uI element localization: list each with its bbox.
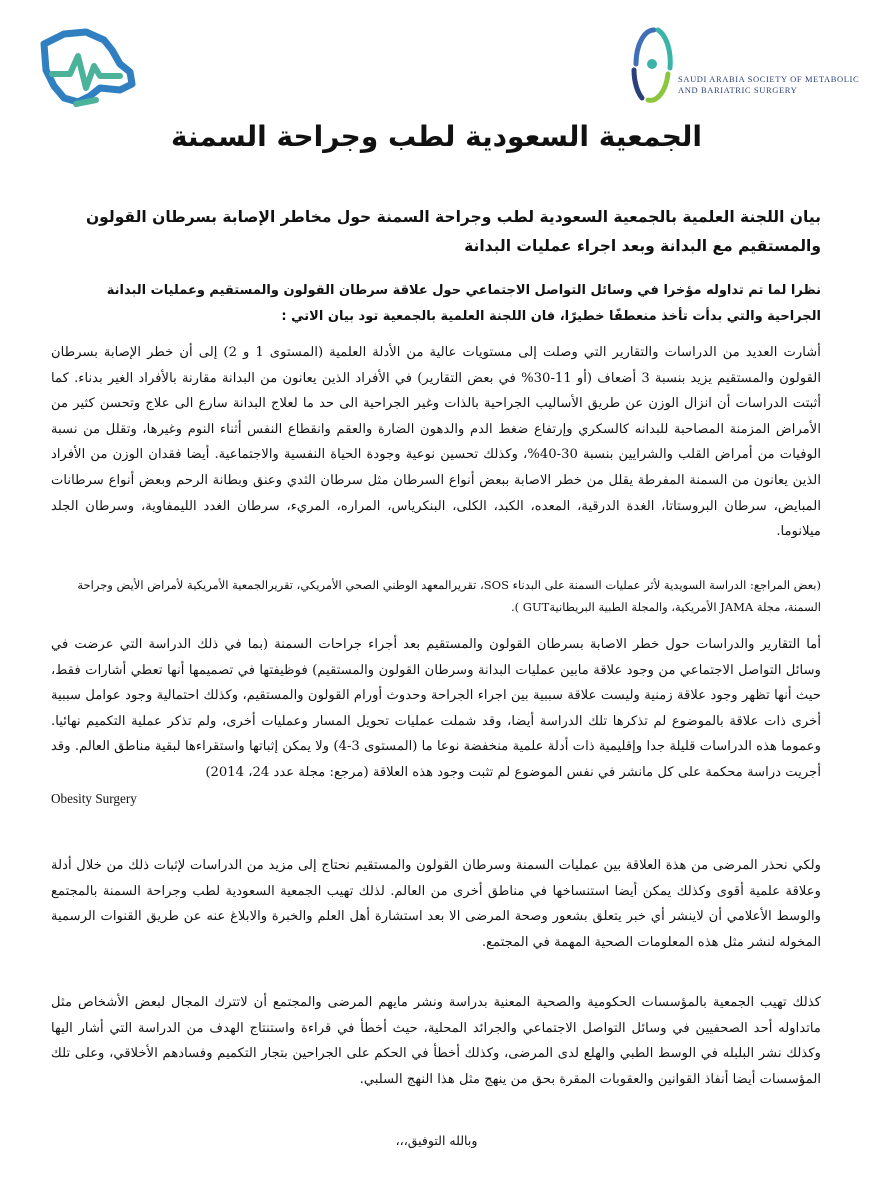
page-title: الجمعية السعودية لطب وجراحة السمنة [170,120,703,153]
statement-subtitle: بيان اللجنة العلمية بالجمعية السعودية لطب وجراحة السمنة حول مخاطر الإصابة بسرطان القولون والمستقيم مع البدانة وبعد اجراء عمليات البدانة [85,208,821,255]
paragraph-3: ولكي نحذر المرضى من هذة العلاقة بين عمليات السمنة وسرطان القولون والمستقيم نحتاج إلى مزيد من الدراسات لإثبات ذلك من خلال أدلة وعلاقة علمية أقوى وكذلك يمكن أيضا استنساخها في مناطق أخرى من العالم. لذلك تهيب الجمعية السعودية لطب وجراحة السمنة بالمجتمع والوسط الأعلامي أن لاينشر أي خبر يتعلق بشعور وصحة المرضى الا بعد استشارة أهل العلم والخبرة والابلاغ عنه عن طريق القنوات الرسمية المخوله لنشر مثل هذه المعلومات الصحية المهمة في المجتمع. [51,858,821,950]
society-logo [628,24,868,104]
saudi-map-heartbeat-logo-icon [34,26,138,108]
society-ring-logo-icon [628,24,676,104]
org-name-en [678,74,859,96]
paragraph-1: أشارت العديد من الدراسات والتقارير التي وصلت إلى مستويات عالية من الأدلة العلمية (المستوى 1 و 2) إلى أن خطر الإصابة بسرطان القولون والمستقيم يزيد بنسبة 3 أضعاف (أو 11-30% في بعض التقارير) في الأفراد الذين يعانون من البدانة مقارنة بالأفراد الغير بدناء. كما أثبتت الدراسات أن انزال الوزن عن طريق الأساليب الجراحية بالذات وغير الجراحية الى حد ما لعلاج البدانة سارع الى علاج وتحسن كثير من الأمراض المزمنة المصاحبة للبدانه كالسكري وإرتفاع ضغط الدم والدهون الضارة والعقم وانقطاع النفس أثناء النوم وغيرها، وتقلل من نسبة الوفيات من أمراض القلب والشرايين بنسبة 30-40%، وكذلك تحسين نوعية وجودة الحياة النفسية والاجتماعية. أيضا فقدان الوزن من الأفراد الذين يعانون من السمنة المفرطة يقلل من خطر الاصابة ببعض أنواع السرطان مثل سرطان الثدي وعنق وبطانة الرحم وبعض أنواع سرطانات المبايض، سرطان البروستاتا، الغدة الدرقية، المعده، الكبد، الكلى، البنكرياس، المراره، المريء، سرطان الغدد الليمفاوية، وسرطان الجلد ميلانوما. [51,345,821,540]
paragraph-4: كذلك تهيب الجمعية بالمؤسسات الحكومية والصحية المعنية بدراسة ونشر مايهم المرضى والمجتمع أن لاتترك المجال لبعض الأشخاص مثل ماتداوله أحد الصحفيين في وسائل التواصل الاجتماعي والجرائد المحلية، حيث أخطأ في قراءة واستنتاج الهدف من الدراسة التي أشار اليها وكذلك نشر البلبله في الوسط الطبي والهلع لدى المرضى، وكذلك أخطأ في الحكم على الجراحين بتجار التكميم وفسادهم الأخلاقي، وعلى تلك المؤسسات أيضا أنفاذ القوانين والعقوبات المقرة بحق من ينهج مثل هذا النهج السلبي. [51,995,821,1087]
org-name-en-line2: AND BARIATRIC SURGERY [678,85,798,95]
paragraph-2-journal: Obesity Surgery [51,790,137,806]
closing-line: وبالله التوفيق،،، [395,1133,478,1148]
paragraph-2-body: أما التقارير والدراسات حول خطر الاصابة بسرطان القولون والمستقيم بعد أجراء جراحات السمنة (بما في ذلك الدراسة التي عرضت في وسائل التواصل الاجتماعي من وجود علاقة مابين عمليات البدانة وسرطان القولون والمستقيم) فوظيفتها في تصميمها أنها تعطي أشارات فقط، حيث أنها تظهر وجود علاقة زمنية وليست علاقة سببية بين اجراء الجراحة وحدوث أورام القولون والمستقيم، وكذلك احتمالية وجود عوامل سببية أخرى ذات علاقة بالموضوع لم تذكرها تلك الدراسة أيضا، وقد شملت عمليات تحويل المسار وعمليات أخرى، ولم تذكر عملية التكميم نهائيا. وعموما هذه الدراسات قليلة جدا وإقليمية ذات أدلة علمية منخفضة نوعا ما (المستوى 3-4) ولا يمكن إثباتها واستقراءها لبقية مناطق العالم. وقد أجريت دراسة محكمة على كل مانشر في نفس الموضوع لم تثبت وجود هذه العلاقة (مرجع: مجلة عدد 24، 2014) [51,637,821,780]
statement-intro: نظرا لما تم تداوله مؤخرا في وسائل التواصل الاجتماعي حول علاقة سرطان القولون والمستقيم وعمليات البدانة الجراحية والتي بدأت تأخذ منعطفًا خطيرًا، فان اللجنة العلمية بالجمعية تود بيان الاتي : [106,283,821,324]
org-name-en-line1: SAUDI ARABIA SOCIETY OF METABOLIC [678,74,860,84]
references-note: (بعض المراجع: الدراسة السويدية لأثر عمليات السمنة على البدناء SOS، تقريرالمعهد الوطني الصحي الأمريكي، تقريرالجمعية الأمريكية لأمراض الأيض وجراحة السمنة، مجلة JAMA الأمريكية، والمجلة الطبية البريطانيةGUT ). [77,578,821,614]
paragraph-2 [51,632,821,811]
